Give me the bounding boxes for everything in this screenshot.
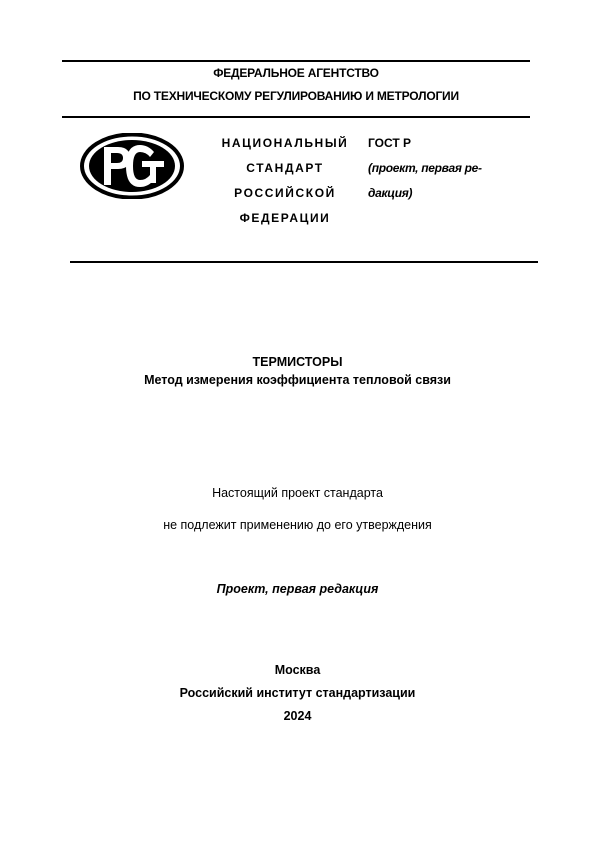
- national-standard-line1: НАЦИОНАЛЬНЫЙ: [221, 136, 349, 150]
- disclaimer-line2: не подлежит применению до его утверждения: [163, 518, 432, 532]
- publisher-institute: Российский институт стандартизации: [179, 686, 416, 700]
- national-standard-line2: СТАНДАРТ: [246, 161, 324, 175]
- publisher-city: Москва: [274, 663, 321, 677]
- national-standard-line3: РОССИЙСКОЙ: [234, 186, 336, 200]
- agency-name-line2: ПО ТЕХНИЧЕСКОМУ РЕГУЛИРОВАНИЮ И МЕТРОЛОГИИ: [133, 89, 459, 103]
- rst-certification-mark-icon: [80, 133, 184, 199]
- agency-underline-rule: [62, 116, 530, 118]
- top-rule: [62, 60, 530, 62]
- document-title: ТЕРМИСТОРЫ: [252, 355, 343, 369]
- document-subtitle: Метод измерения коэффициента тепловой связи: [144, 373, 451, 387]
- edition-label: Проект, первая редакция: [216, 582, 379, 596]
- agency-name-line1: ФЕДЕРАЛЬНОЕ АГЕНТСТВО: [213, 66, 379, 80]
- disclaimer-line1: Настоящий проект стандарта: [212, 486, 383, 500]
- standard-code: ГОСТ Р: [368, 136, 412, 150]
- designation-note-line2: дакция): [368, 186, 413, 200]
- national-standard-label: [210, 131, 360, 231]
- designation-note-line1: (проект, первая ре-: [368, 161, 482, 175]
- publication-year: 2024: [283, 709, 312, 723]
- standard-designation: [368, 131, 518, 206]
- header-bottom-rule: [70, 261, 538, 263]
- national-standard-line4: ФЕДЕРАЦИИ: [239, 211, 331, 225]
